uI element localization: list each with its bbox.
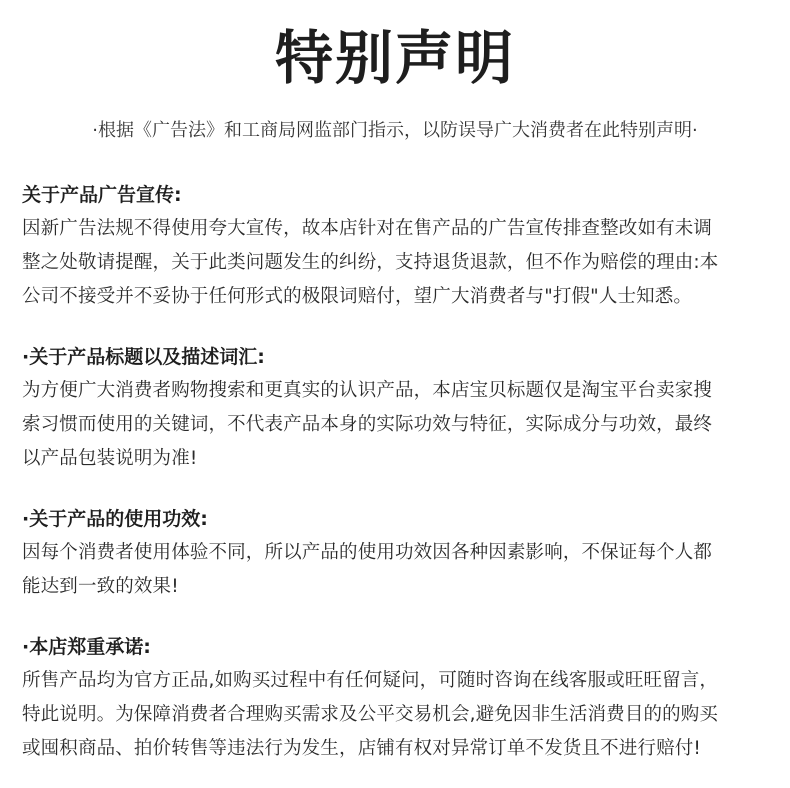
- paragraph-line: 或囤积商品、拍价转售等违法行为发生，店铺有权对异常订单不发货且不进行赔付!: [22, 738, 701, 759]
- section-heading: ·关于产品标题以及描述词汇:: [22, 346, 265, 368]
- paragraph-line: 以产品包装说明为准!: [22, 448, 198, 469]
- section-heading: ·本店郑重承诺:: [22, 636, 151, 658]
- section-body: [22, 212, 772, 314]
- section-title-description: [22, 340, 772, 476]
- paragraph-line: 特此说明。为保障消费者合理购买需求及公平交易机会,避免因非生活消费目的的购买: [22, 704, 719, 725]
- paragraph-line: 所售产品均为官方正品,如购买过程中有任何疑问，可随时咨询在线客服或旺旺留言，: [22, 670, 719, 691]
- page-title: 特别声明: [274, 24, 515, 92]
- paragraph-line: 能达到一致的效果!: [22, 576, 179, 597]
- section-efficacy: [22, 502, 772, 604]
- paragraph-line: 为方便广大消费者购物搜索和更真实的认识产品，本店宝贝标题仅是淘宝平台卖家搜: [22, 380, 713, 401]
- section-advertising: [22, 178, 772, 314]
- section-store-promise: [22, 630, 772, 766]
- paragraph-line: 公司不接受并不妥协于任何形式的极限词赔付，望广大消费者与"打假"人士知悉。: [22, 286, 693, 307]
- section-heading: ·关于产品的使用功效:: [22, 508, 208, 530]
- paragraph-line: 因新广告法规不得使用夸大宣传，故本店针对在售产品的广告宣传排查整改如有未调: [22, 218, 713, 239]
- section-heading: 关于产品广告宣传:: [22, 184, 182, 206]
- section-body: [22, 536, 772, 604]
- paragraph-line: 索习惯而使用的关键词，不代表产品本身的实际功效与特征，实际成分与功效，最终: [22, 414, 713, 435]
- section-body: [22, 374, 772, 476]
- paragraph-line: 整之处敬请提醒，关于此类问题发生的纠纷，支持退货退款，但不作为赔偿的理由:本: [22, 252, 719, 273]
- paragraph-line: 因每个消费者使用体验不同，所以产品的使用功效因各种因素影响，不保证每个人都: [22, 542, 713, 563]
- page-subtitle: ·根据《广告法》和工商局网监部门指示，以防误导广大消费者在此特别声明·: [92, 120, 698, 141]
- section-body: [22, 664, 772, 766]
